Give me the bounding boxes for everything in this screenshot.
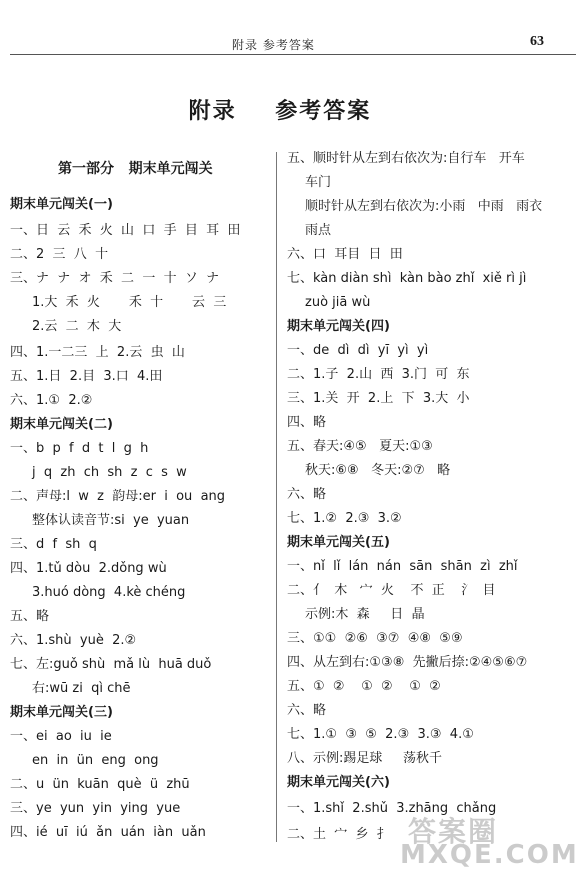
answer-line: 四、1.tǔ dòu 2.dǒng wù	[10, 561, 167, 576]
section-heading: 期末单元闯关(二)	[10, 417, 113, 432]
answer-line: j q zh ch sh z c s w	[32, 465, 187, 480]
answer-line: 车门	[305, 175, 332, 190]
answer-line: 六、略	[287, 703, 327, 718]
answer-line: 二、土 宀 乡 扌	[287, 827, 390, 842]
section-heading: 期末单元闯关(六)	[287, 775, 390, 790]
answer-line: 三、d f sh q	[10, 537, 97, 552]
answer-line: 七、左:guǒ shù mǎ lù huā duǒ	[10, 657, 212, 672]
answer-line: 一、de dì dì yī yì yì	[287, 343, 429, 358]
answer-line: 四、略	[287, 415, 327, 430]
answer-line: 七、1.① ③ ⑤ 2.③ 3.③ 4.①	[287, 727, 474, 742]
answer-line: 四、ié uī iú ǎn uán iàn uǎn	[10, 825, 206, 840]
answer-line: zuò jiā wù	[305, 295, 371, 310]
answer-line: 一、b p f d t l g h	[10, 441, 149, 456]
answer-line: 顺时针从左到右依次为:小雨 中雨 雨衣	[305, 199, 543, 214]
answer-line: 六、1.shù yuè 2.②	[10, 633, 137, 648]
answer-line: 四、1.一二三 上 2.云 虫 山	[10, 345, 185, 360]
answer-line: 二、1.子 2.山 西 3.门 可 东	[287, 367, 470, 382]
answer-line: 一、日 云 禾 火 山 口 手 目 耳 田	[10, 223, 241, 238]
answer-line: 一、ei ao iu ie	[10, 729, 112, 744]
page-number: 63	[530, 34, 544, 49]
answer-line: 五、春天:④⑤ 夏天:①③	[287, 439, 433, 454]
answer-line: 2.云 二 木 大	[32, 319, 122, 334]
section-heading: 期末单元闯关(三)	[10, 705, 113, 720]
answer-line: 六、略	[287, 487, 327, 502]
section-heading: 第一部分 期末单元闯关	[58, 161, 213, 177]
column-divider	[276, 152, 277, 842]
answer-line: 一、nǐ lǐ lán nán sān shān zì zhǐ	[287, 559, 518, 574]
watermark-text-cn: 答案圈	[408, 815, 499, 848]
answer-line: 二、2 三 八 十	[10, 247, 109, 262]
header-rule	[10, 54, 576, 55]
answer-line: 四、从左到右:①③⑧ 先撇后捺:②④⑤⑥⑦	[287, 655, 528, 670]
answer-line: 整体认读音节:si ye yuan	[32, 513, 190, 528]
answer-line: 雨点	[305, 223, 332, 238]
answer-line: 二、亻 木 宀 火 不 正 氵 目	[287, 583, 496, 598]
answer-line: 三、1.关 开 2.上 下 3.大 小	[287, 391, 470, 406]
watermark-text-url: MXQE.COM	[400, 840, 579, 870]
answer-line: 八、示例:踢足球 荡秋千	[287, 751, 443, 766]
answer-line: 七、1.② 2.③ 3.②	[287, 511, 402, 526]
section-heading: 期末单元闯关(一)	[10, 197, 113, 212]
watermark-logo	[388, 810, 578, 870]
answer-line: 3.huó dòng 4.kè chéng	[32, 585, 186, 600]
answer-line: 五、略	[10, 609, 50, 624]
section-heading: 期末单元闯关(四)	[287, 319, 390, 334]
answer-line: 六、口 耳目 日 田	[287, 247, 403, 262]
main-title: 附录 参考答案	[188, 99, 372, 124]
answer-line: 五、1.日 2.目 3.口 4.田	[10, 369, 163, 384]
answer-line: 一、1.shǐ 2.shǔ 3.zhāng chǎng	[287, 801, 497, 816]
answer-line: en in ün eng ong	[32, 753, 159, 768]
answer-line: 七、kàn diàn shì kàn bào zhǐ xiě rì jì	[287, 271, 527, 286]
answer-line: 秋天:⑥⑧ 冬天:②⑦ 略	[305, 463, 451, 478]
answer-line: 五、顺时针从左到右依次为:自行车 开车	[287, 151, 525, 166]
section-heading: 期末单元闯关(五)	[287, 535, 390, 550]
answer-line: 二、声母:l w z 韵母:er i ou ang	[10, 489, 226, 504]
answer-line: 六、1.① 2.②	[10, 393, 93, 408]
answer-line: 三、①① ②⑥ ③⑦ ④⑧ ⑤⑨	[287, 631, 463, 646]
answer-line: 三、ナ ナ オ 禾 二 一 十 ソ ナ	[10, 271, 220, 286]
answer-line: 五、① ② ① ② ① ②	[287, 679, 441, 694]
answer-line: 1.大 禾 火 禾 十 云 三	[32, 295, 227, 310]
page-header	[0, 0, 584, 54]
answer-line: 示例:木 森 日 晶	[305, 607, 425, 622]
answer-line: 二、u ün kuān què ü zhū	[10, 777, 190, 792]
running-title: 附录 参考答案	[232, 38, 315, 52]
answer-line: 三、ye yun yin ying yue	[10, 801, 181, 816]
answer-line: 右:wū zi qì chē	[32, 681, 131, 696]
